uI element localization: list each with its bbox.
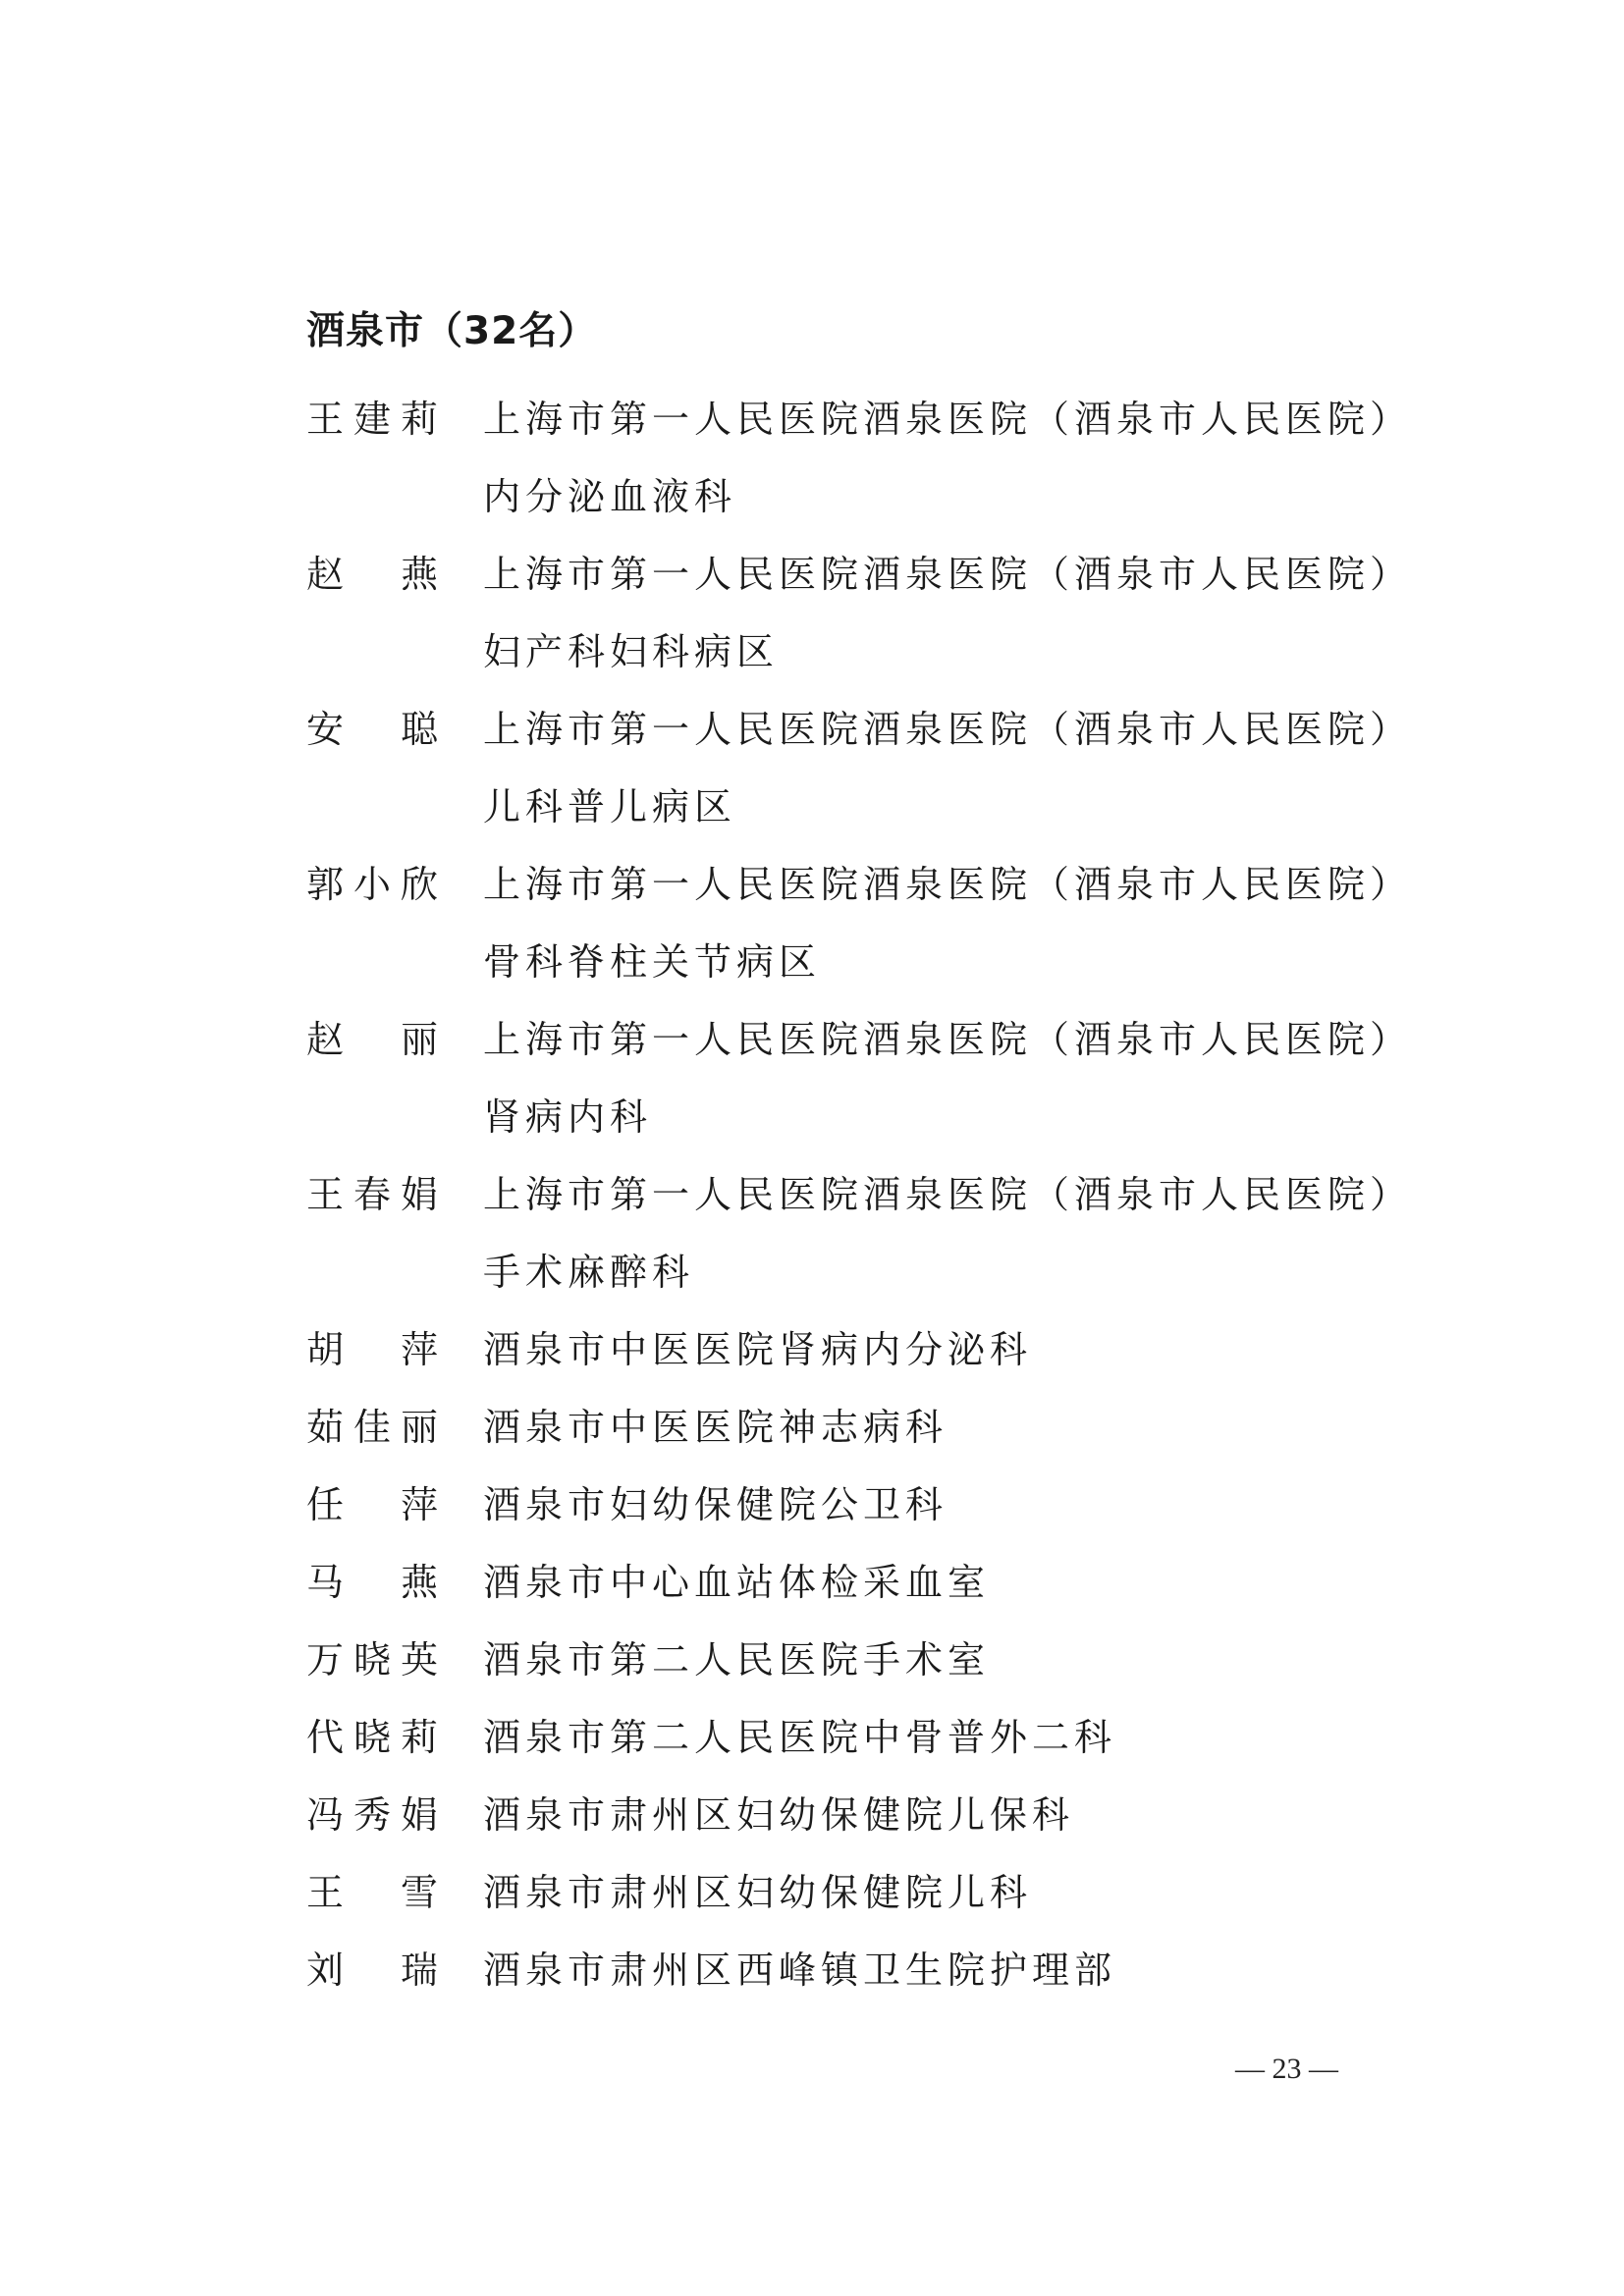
name-char: 萍 — [400, 1483, 438, 1526]
organization-department — [483, 1311, 1435, 1389]
organization-line: 上海市第一人民医院酒泉医院（酒泉市人民医院） — [483, 398, 1413, 441]
organization-line: 儿科普儿病区 — [483, 785, 737, 828]
name-char: 茹 — [306, 1406, 345, 1449]
organization-line: 酒泉市中医医院神志病科 — [483, 1406, 948, 1449]
name-char: 燕 — [400, 1561, 438, 1604]
name-char: 佳 — [352, 1406, 391, 1449]
name-char: 赵 — [306, 553, 345, 596]
list-item — [306, 381, 1435, 536]
organization-line: 上海市第一人民医院酒泉医院（酒泉市人民医院） — [483, 708, 1413, 751]
list-item — [306, 1156, 1435, 1311]
honoree-list — [306, 381, 1435, 2009]
organization-department — [483, 1001, 1435, 1156]
organization-line: 酒泉市肃州区西峰镇卫生院护理部 — [483, 1949, 1117, 1992]
organization-department — [483, 846, 1435, 1001]
name-char: 马 — [306, 1561, 345, 1604]
name-char: 建 — [352, 398, 391, 441]
organization-department — [483, 1854, 1435, 1932]
organization-line: 酒泉市第二人民医院中骨普外二科 — [483, 1716, 1117, 1759]
name-char: 莉 — [400, 398, 438, 441]
person-name — [306, 1389, 438, 1467]
person-name — [306, 1622, 438, 1699]
name-char: 万 — [306, 1638, 345, 1682]
organization-department — [483, 381, 1435, 536]
name-char: 王 — [306, 1173, 345, 1216]
organization-department — [483, 1544, 1435, 1622]
list-item — [306, 1699, 1435, 1777]
person-name — [306, 1467, 438, 1544]
organization-line: 酒泉市第二人民医院手术室 — [483, 1638, 991, 1682]
organization-line: 酒泉市肃州区妇幼保健院儿保科 — [483, 1793, 1075, 1837]
name-char: 冯 — [306, 1793, 345, 1837]
name-char: 胡 — [306, 1328, 345, 1371]
list-item — [306, 1622, 1435, 1699]
name-char: 任 — [306, 1483, 345, 1526]
name-char: 欣 — [400, 863, 438, 906]
name-char: 英 — [400, 1638, 438, 1682]
organization-line: 内分泌血液科 — [483, 475, 737, 518]
organization-department — [483, 1156, 1435, 1311]
name-char: 聪 — [400, 708, 438, 751]
list-item — [306, 846, 1435, 1001]
organization-line: 肾病内科 — [483, 1095, 653, 1139]
organization-department — [483, 536, 1435, 691]
name-char: 晓 — [352, 1638, 391, 1682]
name-char: 秀 — [352, 1793, 391, 1837]
organization-line: 酒泉市肃州区妇幼保健院儿科 — [483, 1871, 1033, 1914]
list-item — [306, 1932, 1435, 2009]
name-char: 娟 — [400, 1173, 438, 1216]
organization-line: 上海市第一人民医院酒泉医院（酒泉市人民医院） — [483, 553, 1413, 596]
name-char: 娟 — [400, 1793, 438, 1837]
person-name — [306, 691, 438, 769]
name-char: 安 — [306, 708, 345, 751]
list-item — [306, 1854, 1435, 1932]
person-name — [306, 381, 438, 458]
person-name — [306, 1156, 438, 1234]
name-char: 刘 — [306, 1949, 345, 1992]
name-char: 莉 — [400, 1716, 438, 1759]
name-char: 郭 — [306, 863, 345, 906]
organization-line: 上海市第一人民医院酒泉医院（酒泉市人民医院） — [483, 1018, 1413, 1061]
person-name — [306, 1544, 438, 1622]
organization-department — [483, 1622, 1435, 1699]
organization-department — [483, 1389, 1435, 1467]
organization-department — [483, 1777, 1435, 1854]
name-char: 雪 — [400, 1871, 438, 1914]
organization-department — [483, 1467, 1435, 1544]
name-char: 代 — [306, 1716, 345, 1759]
person-name — [306, 1854, 438, 1932]
organization-line: 酒泉市中医医院肾病内分泌科 — [483, 1328, 1033, 1371]
person-name — [306, 1001, 438, 1079]
person-name — [306, 846, 438, 924]
list-item — [306, 1389, 1435, 1467]
organization-line: 妇产科妇科病区 — [483, 630, 780, 673]
section-heading: 酒泉市（32名） — [306, 309, 598, 353]
organization-department — [483, 691, 1435, 846]
name-char: 春 — [352, 1173, 391, 1216]
organization-line: 上海市第一人民医院酒泉医院（酒泉市人民医院） — [483, 863, 1413, 906]
person-name — [306, 1932, 438, 2009]
name-char: 小 — [352, 863, 391, 906]
list-item — [306, 1311, 1435, 1389]
organization-department — [483, 1699, 1435, 1777]
person-name — [306, 1777, 438, 1854]
list-item — [306, 1467, 1435, 1544]
list-item — [306, 1001, 1435, 1156]
person-name — [306, 536, 438, 614]
organization-line: 酒泉市妇幼保健院公卫科 — [483, 1483, 948, 1526]
name-char: 晓 — [352, 1716, 391, 1759]
name-char: 萍 — [400, 1328, 438, 1371]
page-number: — 23 — — [1235, 2053, 1338, 2085]
list-item — [306, 1777, 1435, 1854]
name-char: 王 — [306, 398, 345, 441]
organization-department — [483, 1932, 1435, 2009]
list-item — [306, 691, 1435, 846]
name-char: 丽 — [400, 1018, 438, 1061]
person-name — [306, 1311, 438, 1389]
name-char: 王 — [306, 1871, 345, 1914]
name-char: 燕 — [400, 553, 438, 596]
list-item — [306, 1544, 1435, 1622]
name-char: 赵 — [306, 1018, 345, 1061]
organization-line: 骨科脊柱关节病区 — [483, 940, 822, 984]
organization-line: 手术麻醉科 — [483, 1251, 695, 1294]
person-name — [306, 1699, 438, 1777]
name-char: 瑞 — [400, 1949, 438, 1992]
organization-line: 酒泉市中心血站体检采血室 — [483, 1561, 991, 1604]
name-char: 丽 — [400, 1406, 438, 1449]
organization-line: 上海市第一人民医院酒泉医院（酒泉市人民医院） — [483, 1173, 1413, 1216]
list-item — [306, 536, 1435, 691]
